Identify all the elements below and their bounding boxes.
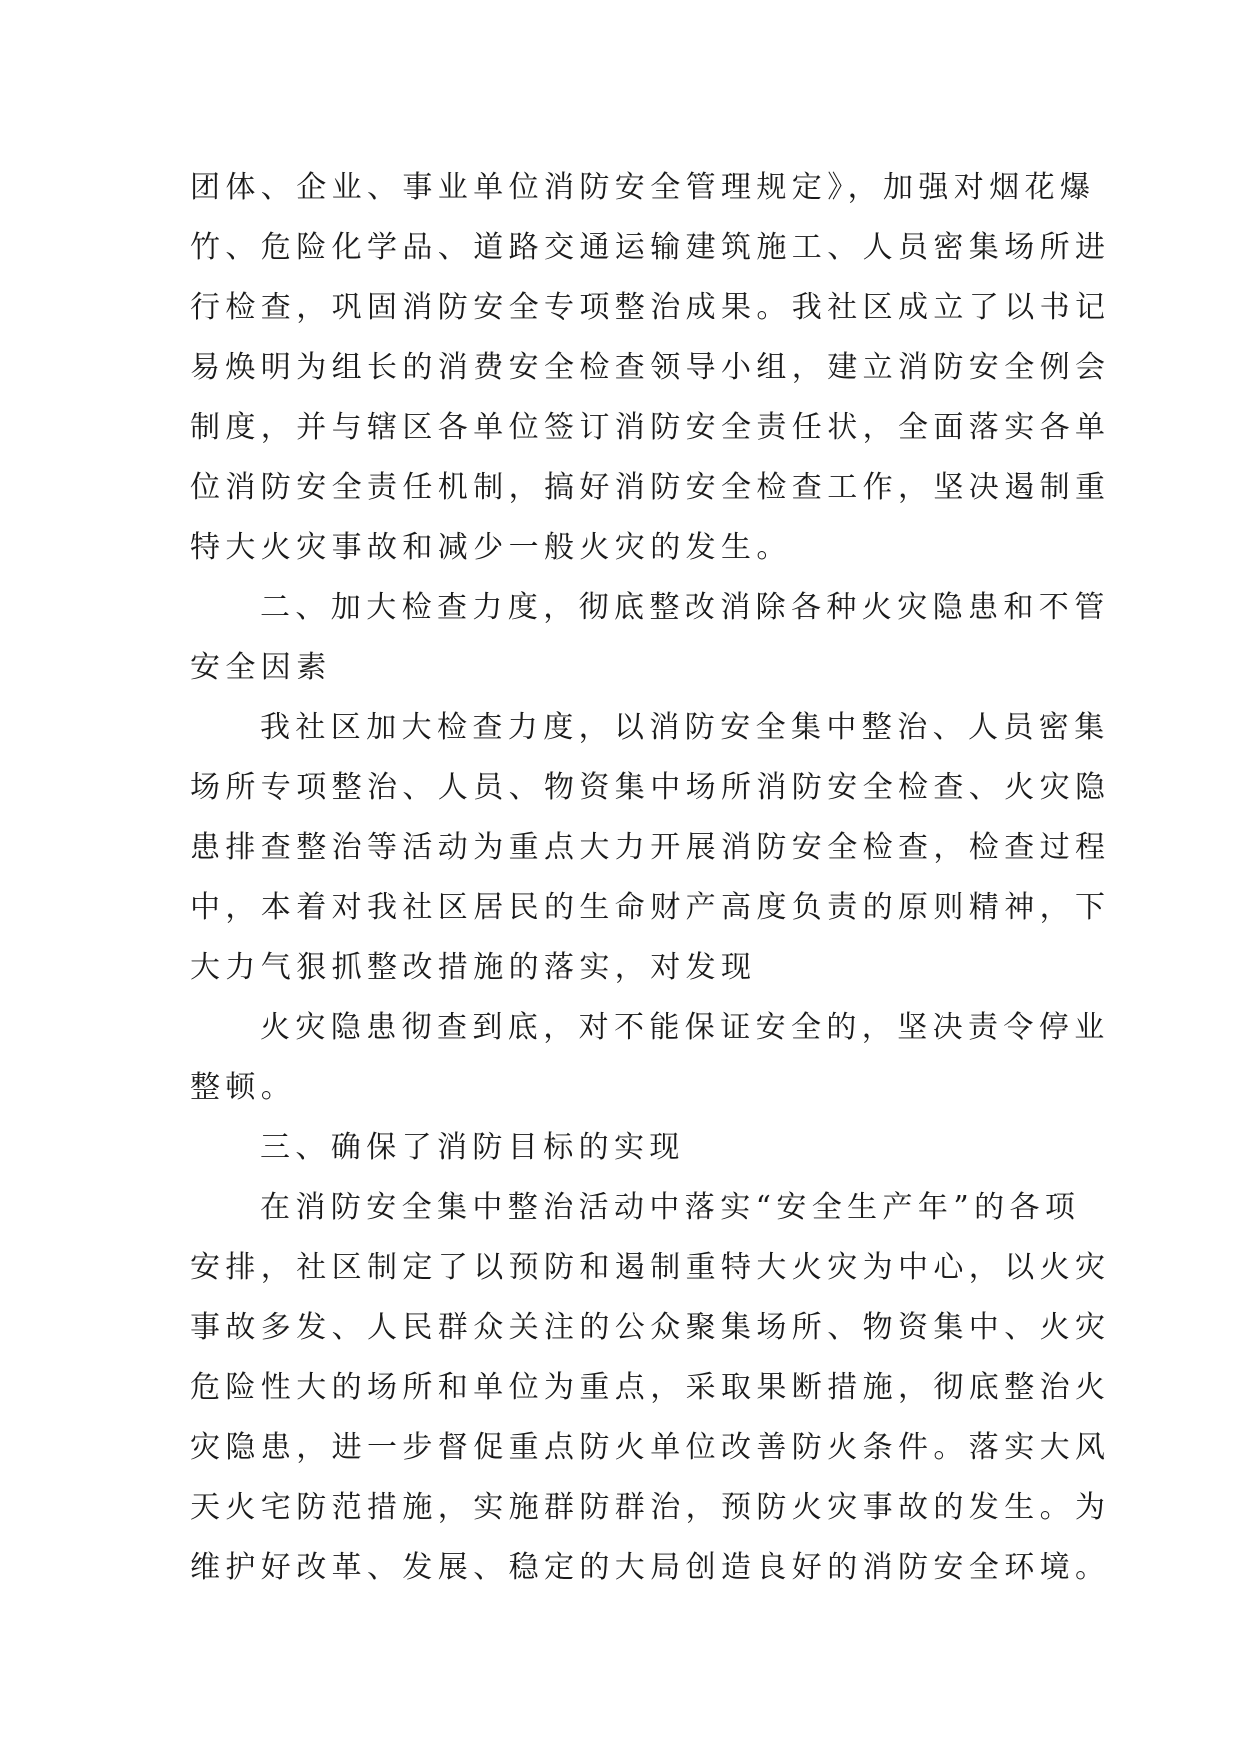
body-line: 危险性大的场所和单位为重点，采取果断措施，彻底整治火 bbox=[190, 1370, 1111, 1405]
section-heading-3: 三、确保了消防目标的实现 bbox=[260, 1130, 685, 1165]
body-line: 竹、危险化学品、道路交通运输建筑施工、人员密集场所进 bbox=[190, 230, 1111, 265]
body-line: 特大火灾事故和减少一般火灾的发生。 bbox=[190, 530, 792, 565]
body-line: 行检查，巩固消防安全专项整治成果。我社区成立了以书记 bbox=[190, 290, 1111, 325]
body-line: 中，本着对我社区居民的生命财产高度负责的原则精神，下 bbox=[190, 890, 1111, 925]
body-line: 维护好改革、发展、稳定的大局创造良好的消防安全环境。 bbox=[190, 1550, 1111, 1585]
body-line: 制度，并与辖区各单位签订消防安全责任状，全面落实各单 bbox=[190, 410, 1111, 445]
body-line: 整顿。 bbox=[190, 1070, 297, 1105]
body-line: 灾隐患，进一步督促重点防火单位改善防火条件。落实大风 bbox=[190, 1430, 1111, 1465]
body-line: 事故多发、人民群众关注的公众聚集场所、物资集中、火灾 bbox=[190, 1310, 1111, 1345]
document-body bbox=[190, 158, 1111, 1598]
body-line: 天火宅防范措施，实施群防群治，预防火灾事故的发生。为 bbox=[190, 1490, 1111, 1525]
section-heading-2-continued: 安全因素 bbox=[190, 650, 332, 685]
body-line: 位消防安全责任机制，搞好消防安全检查工作，坚决遏制重 bbox=[190, 470, 1111, 505]
section-heading-2: 二、加大检查力度，彻底整改消除各种火灾隐患和不管 bbox=[260, 590, 1110, 625]
body-line: 场所专项整治、人员、物资集中场所消防安全检查、火灾隐 bbox=[190, 770, 1111, 805]
body-line: 安排，社区制定了以预防和遏制重特大火灾为中心，以火灾 bbox=[190, 1250, 1111, 1285]
body-line: 火灾隐患彻查到底，对不能保证安全的，坚决责令停业 bbox=[260, 1010, 1110, 1045]
body-line: 易焕明为组长的消费安全检查领导小组，建立消防安全例会 bbox=[190, 350, 1111, 385]
body-line: 患排查整治等活动为重点大力开展消防安全检查，检查过程 bbox=[190, 830, 1111, 865]
body-line: 团体、企业、事业单位消防安全管理规定》，加强对烟花爆 bbox=[190, 170, 1096, 205]
body-line: 在消防安全集中整治活动中落实“安全生产年”的各项 bbox=[260, 1190, 1081, 1225]
body-line: 我社区加大检查力度，以消防安全集中整治、人员密集 bbox=[260, 710, 1110, 745]
body-line: 大力气狠抓整改措施的落实，对发现 bbox=[190, 950, 757, 985]
